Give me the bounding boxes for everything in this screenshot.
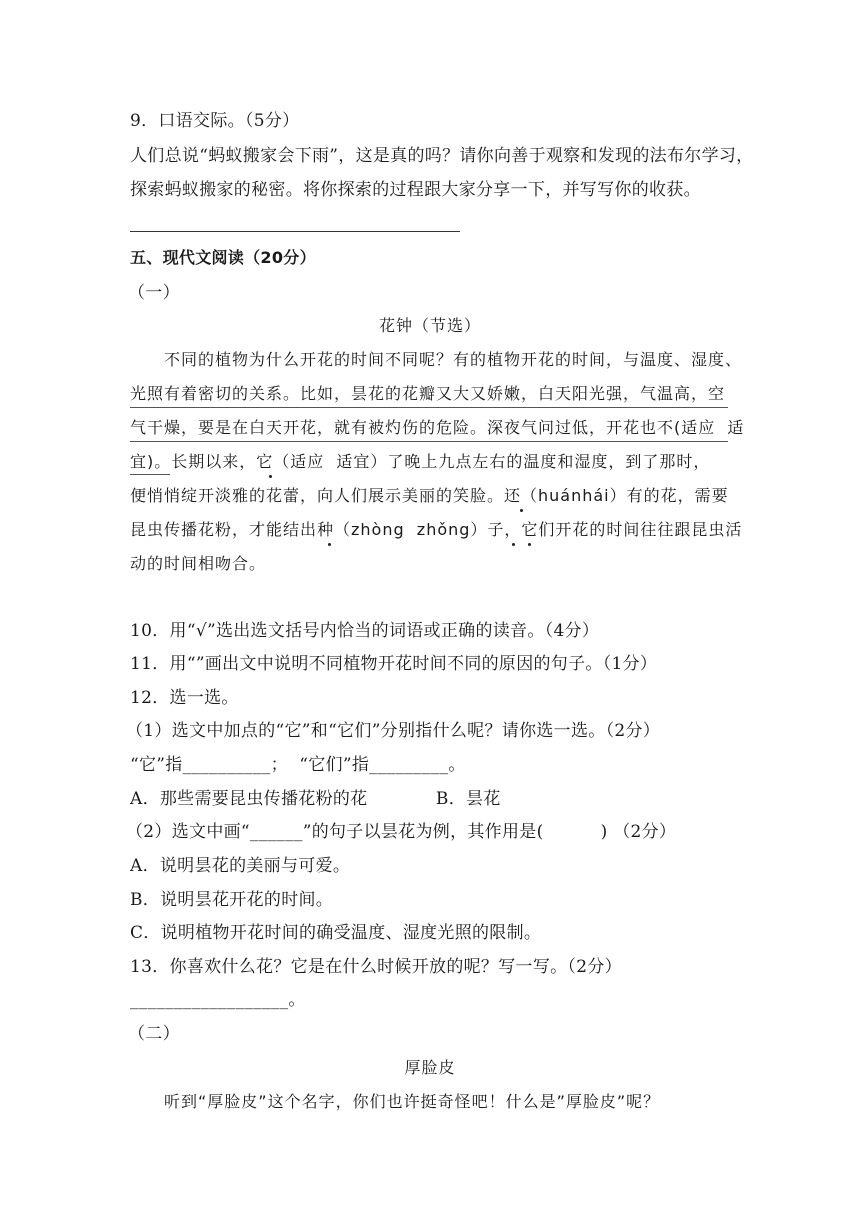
- q12-2-option-b: B．说明昙花开花的时间。: [130, 890, 334, 910]
- q13: 13．你喜欢什么花？它是在什么时候开放的呢？写一写。（2分）: [130, 957, 622, 977]
- underline-mark: [130, 441, 728, 442]
- q12-2-option-c: C．说明植物开花时间的确受温度、湿度光照的限制。: [130, 923, 542, 943]
- passage1-line: 不同的植物为什么开花的时间不同呢？有的植物开花的时间，与温度、湿度、: [130, 350, 743, 369]
- passage2-line: 听到“厚脸皮”这个名字，你们也许挺奇怪吧！什么是”厚脸皮”呢？: [130, 1092, 661, 1111]
- q10: 10．用“√”选出选文括号内恰当的词语或正确的读音。（4分）: [130, 621, 600, 641]
- passage2-title: 厚脸皮: [404, 1058, 456, 1077]
- passage1-title: 花钟（节选）: [378, 316, 481, 335]
- q9-answer-line: [130, 231, 460, 232]
- passage1-line: 光照有着密切的关系。比如，昙花的花瓣又大又娇嫩，白天阳光强，气温高，空: [130, 384, 726, 403]
- passage1-line: 昆虫传播花粉，才能结出种（zhòng zhǒng）子，它们开花的时间往往跟昆虫活: [130, 520, 743, 539]
- q9-title: 9．口语交际。（5分）: [130, 111, 300, 131]
- passage1-line: 便悄悄绽开淡雅的花蕾，向人们展示美丽的笑脸。还（huánhái）有的花，需要: [130, 486, 729, 505]
- q12-1-blanks: “它”指__________； “它们”指_________。: [130, 755, 466, 775]
- part1-label: （一）: [128, 283, 180, 303]
- q9-line-2: 探索蚂蚁搬家的秘密。将你探索的过程跟大家分享一下，并写写你的收获。: [130, 180, 701, 200]
- q9-line-1: 人们总说“蚂蚁搬家会下雨”，这是真的吗？请你向善于观察和发现的法布尔学习，: [130, 146, 754, 166]
- passage1-line: 动的时间相吻合。: [130, 554, 267, 573]
- q12-2: （2）选文中画“______”的句子以昙花为例，其作用是( ) （2分）: [126, 822, 677, 842]
- q11: 11．用“”画出文中说明不同植物开花时间不同的原因的句子。（1分）: [130, 654, 658, 674]
- q12-2-option-a: A．说明昙花的美丽与可爱。: [130, 856, 351, 876]
- emphasis-dot: [269, 475, 272, 478]
- q12-1: （1）选文中加点的“它”和“它们”分别指什么呢？请你选一选。（2分）: [126, 721, 661, 741]
- emphasis-dot: [512, 543, 515, 546]
- emphasis-dot: [528, 543, 531, 546]
- passage1-line: 宜)。长期以来，它（适应 适宜）了晚上九点左右的温度和湿度，到了那时，: [130, 452, 711, 471]
- section5-heading: 五、现代文阅读（20分）: [130, 248, 316, 267]
- passage1-line: 气干燥，要是在白天开花，就有被灼伤的危险。深夜气问过低，开花也不(适应 适: [130, 418, 745, 437]
- emphasis-dot: [520, 509, 523, 512]
- q12-title: 12．选一选。: [130, 688, 239, 708]
- underline-mark: [130, 474, 170, 475]
- underline-mark: [130, 407, 728, 408]
- q13-answer-line: __________________。: [130, 990, 306, 1010]
- emphasis-dot: [328, 543, 331, 546]
- part2-label: （二）: [128, 1024, 180, 1044]
- q12-1-options: A．那些需要昆虫传播花粉的花 B．昙花: [130, 789, 501, 809]
